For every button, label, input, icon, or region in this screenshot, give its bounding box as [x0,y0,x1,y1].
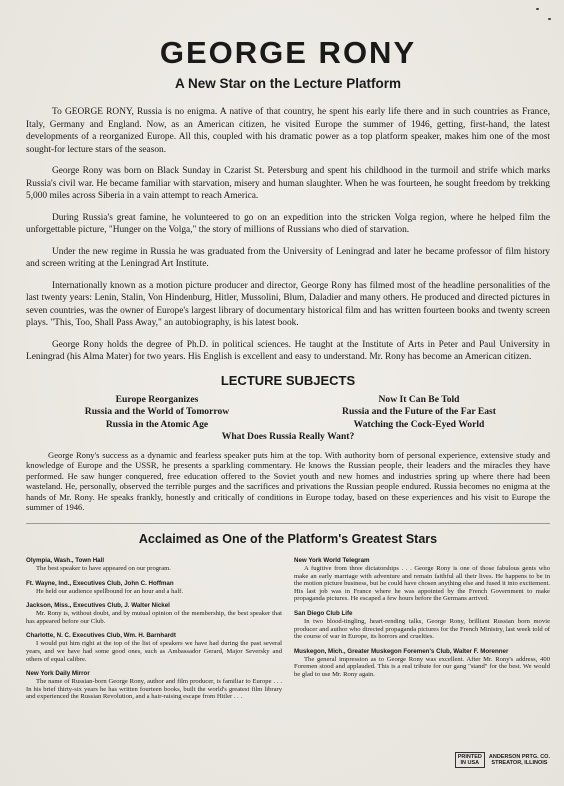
testimonial-source: Charlotte, N. C. Executives Club, Wm. H. Barnhardt [26,632,176,640]
testimonial-source: New York Daily Mirror [26,670,90,678]
printer-location-line: STREATOR, ILLINOIS [491,760,548,766]
testimonial-text: Mr. Rony is, without doubt, and by mutual opinion of the membership, the best speaker that has appeared before our Club. [26,610,282,625]
acclaim-heading: Acclaimed as One of the Platform's Greatest Stars [138,532,438,547]
testimonial-source: Ft. Wayne, Ind., Executives Club, John C. Hoffman [26,579,174,587]
bio-paragraph: George Rony holds the degree of Ph.D. in political sciences. He taught at the Institute of Arts in Peter and Paul University in Leningrad (his Alma Mater) for two years. His English is excellent and easy to understand. Mr. Rony has become an American citizen. [26,339,550,362]
union-label [455,752,485,768]
biography [26,106,550,364]
testimonial-text: He held our audience spellbound for an hour and a half. [36,587,184,595]
testimonial-text: The general impression as to George Rony was excellent. After Mr. Rony's address, 400 Foremen stood and applauded. This is a real tribute for our gang "stand" for the best. We would be glad to use Mr. Rony again. [294,655,550,678]
testimonial [26,632,282,663]
testimonial [26,557,282,573]
lecture-subjects-heading: LECTURE SUBJECTS [220,372,356,388]
subject-item: What Does Russia Really Want? [221,431,355,442]
print-mark [536,8,539,10]
bio-paragraph: During Russia's great famine, he volunteered to go on an expedition into the stricken Volga region, where he helped film the unforgettable picture, "Hunger on the Volga," the story of millions of Russians who died of starvation. [26,212,550,235]
testimonial-text: The name of Russian-born George Rony, author and film producer, is familiar to Europe . . . In his brief thirty-six years he has written fourteen books, built the world's greatest film library and experienced the Russian Revolution, and a hair-raising escape from Hitler . . . [26,678,282,701]
subject-item: Russia and the Future of the Far East [342,406,496,417]
bio-paragraph: Under the new regime in Russia he was graduated from the University of Leningrad and later he became professor of film history and screen writing at the Leningrad Art Institute. [26,246,550,269]
printer-name-line: ANDERSON PRTG. CO. [488,753,550,760]
union-label-text: PRINTED [457,754,482,760]
union-label-text: IN USA [460,760,480,766]
lecture-subjects [26,394,550,444]
testimonial [294,557,550,603]
testimonial [294,648,550,679]
page-subtitle: A New Star on the Lecture Platform [174,76,402,91]
testimonial-text: In two blood-tingling, heart-rending talks, George Rony, brilliant Russian born movie producer and author who directed propaganda pictures for the French Ministry, last week told of the course of war in Europe, its horrors and cruelties. [294,618,550,641]
printer-name [489,754,550,767]
testimonial-source: New York World Telegram [294,557,370,565]
subject-item: Now It Can Be Told [378,393,460,405]
testimonial-text: A fugitive from three dictatorships . . . George Rony is one of those fabulous gents who make an early marriage with adventure and remain faithful all their lives. He happens to be in the motion picture business, but he could have chosen anything else and fused it into excitement. His last job was in France where he was appointed by the French Government to make propaganda pictures. He escaped a few hours before the Germans arrived. [294,565,550,603]
testimonials-right-column [294,557,550,708]
testimonials-left-column [26,557,282,708]
testimonial [26,670,282,701]
testimonial-source: Jackson, Miss., Executives Club, J. Walter Nickel [26,602,170,610]
testimonial-text: I would put him right at the top of the list of speakers we have had during the past several years, and we have had some good ones, such as Ambassador Gerard, Major Seversky and others of equal calibre. [26,640,282,663]
bio-paragraph: Internationally known as a motion picture producer and director, George Rony has filmed most of the headline personalities of the last twenty years: Lenin, Stalin, Von Hindenburg, Hitler, Mussolini, Blum, Daladier and many others. He produced and directed pictures in seven countries, was the owner of Europe's largest library of documentary historical film and has written fourteen books and twenty screen plays. "This, Too, Shall Pass Away," an autobiography, is his latest book. [26,280,550,328]
subject-item: Russia and the World of Tomorrow [84,406,230,417]
subject-item: Watching the Cock-Eyed World [353,418,485,430]
testimonial [26,602,282,625]
bio-paragraph: To GEORGE RONY, Russia is no enigma. A native of that country, he spent his early life there and in such countries as France, Italy, Germany and England. Now, as an American citizen, he visited Europe the summer of 1946, getting, first-hand, the latest developments of a reorganized Europe. All this, coupled with his dramatic power as a top platform speaker, makes him one of the most sought-for lecture stars of the season. [26,107,550,155]
divider [26,523,550,524]
testimonial [294,610,550,641]
speaker-summary: George Rony's success as a dynamic and fearless speaker puts him at the top. With authority born of personal experience, extensive study and knowledge of Europe and the USSR, he presents a sparkling commentary. He knows the Russian people, their leaders and the miracles they have performed. He saw hunger conquered, free education offered to the Soviet youth and new homes and industries spring up where there had been wasteland. He, personally, observed the terrible purges and the sacrifices and privations the Russian people endured. Russia becomes no enigma at the hands of Mr. Rony. He speaks frankly, honestly and critically of conditions in Europe today, based on these experiences and his visit to Europe the summer of 1946. [26,449,550,513]
bio-paragraph: George Rony was born on Black Sunday in Czarist St. Petersburg and spent his childhood in the turmoil and strife which marks Russia's civil war. He became familiar with starvation, misery and human slaughter. When he was fourteen, he sought freedom by trekking 5,000 miles across Siberia in a vain attempt to reach America. [26,166,550,201]
subject-item: Russia in the Atomic Age [105,418,209,430]
printer-imprint [455,752,550,768]
testimonial-source: San Diego Club Life [294,610,353,618]
testimonial-source: Muskegon, Mich., Greater Muskegon Foremen's Club, Walter F. Morenner [294,647,509,655]
testimonial-source: Olympia, Wash., Town Hall [26,557,105,565]
testimonials [26,557,550,708]
page-title: GEORGE RONY [159,35,417,70]
testimonial [26,580,282,596]
subject-item: Europe Reorganizes [115,393,199,405]
testimonial-text: The best speaker to have appeared on our program. [36,565,171,573]
print-mark [548,18,551,20]
